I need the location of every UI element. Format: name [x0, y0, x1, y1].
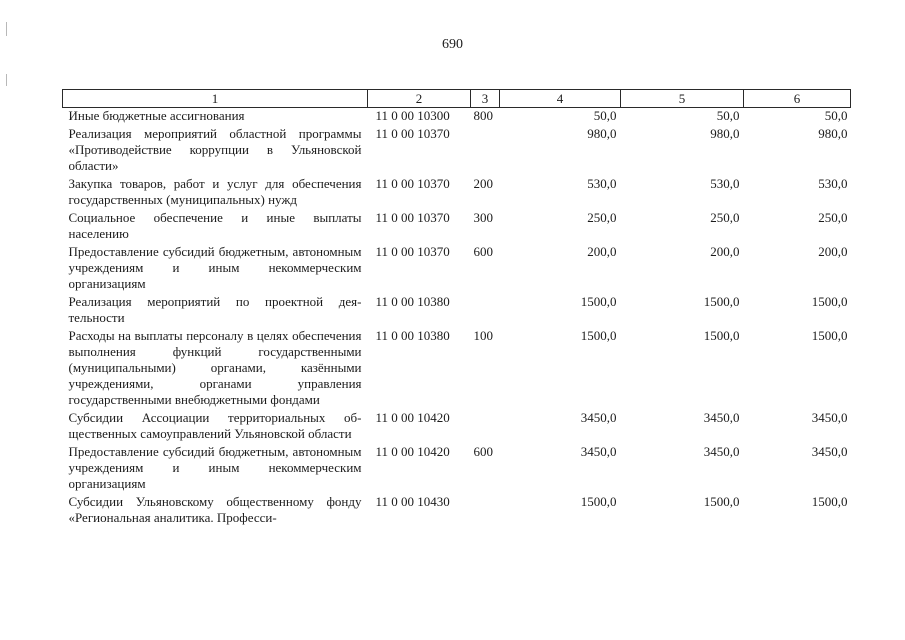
row-name: Субсидии Ульяновскому общественному фонду «Региональная аналитика. Професси-	[68, 494, 362, 525]
table-row	[63, 494, 851, 528]
row-value-4: 1500,0	[580, 328, 617, 343]
row-value-5: 1500,0	[703, 328, 740, 343]
row-value-6: 250,0	[818, 210, 848, 225]
column-header-code: 2	[368, 90, 471, 108]
row-kvr: 600	[473, 444, 493, 459]
row-value-6: 3450,0	[811, 410, 848, 425]
row-kvr	[471, 494, 500, 528]
row-kvr	[471, 410, 500, 444]
column-header-value-6: 6	[744, 90, 851, 108]
row-name: Социальное обеспечение и иные выплаты населению	[68, 210, 362, 241]
row-value-5: 3450,0	[703, 410, 740, 425]
row-value-6: 1500,0	[811, 494, 848, 509]
row-kvr	[471, 294, 500, 328]
row-name: Предоставление субсидий бюджетным, автономным учреждениям и иным некоммерческим организациям	[68, 444, 362, 491]
row-value-6: 3450,0	[811, 444, 848, 459]
row-value-4: 1500,0	[580, 494, 617, 509]
row-code: 11 0 00 10370	[375, 210, 450, 225]
row-value-4: 50,0	[593, 108, 617, 123]
column-header-value-4: 4	[500, 90, 621, 108]
row-kvr: 200	[473, 176, 493, 191]
row-code: 11 0 00 10370	[375, 244, 450, 259]
row-value-4: 980,0	[587, 126, 617, 141]
table-row	[63, 126, 851, 176]
row-value-5: 50,0	[716, 108, 740, 123]
table-row	[63, 410, 851, 444]
row-value-5: 250,0	[710, 210, 740, 225]
row-value-5: 1500,0	[703, 494, 740, 509]
row-value-5: 980,0	[710, 126, 740, 141]
row-code: 11 0 00 10380	[375, 328, 450, 343]
row-value-4: 1500,0	[580, 294, 617, 309]
row-kvr: 300	[473, 210, 493, 225]
row-kvr: 600	[473, 244, 493, 259]
row-name: Закупка товаров, работ и услуг для обеспечения государственных (муниципальных) нужд	[68, 176, 362, 207]
page-number: 690	[442, 37, 463, 52]
row-kvr	[471, 126, 500, 176]
row-code: 11 0 00 10300	[375, 108, 450, 123]
row-value-4: 530,0	[587, 176, 617, 191]
row-name: Реализация мероприятий по проектной деятельности	[68, 294, 362, 325]
row-name: Иные бюджетные ассигнования	[68, 108, 245, 123]
column-header-value-5: 5	[621, 90, 744, 108]
row-value-6: 50,0	[824, 108, 848, 123]
row-code: 11 0 00 10420	[375, 444, 450, 459]
row-code: 11 0 00 10370	[375, 126, 450, 141]
row-code: 11 0 00 10380	[375, 294, 450, 309]
row-kvr: 800	[473, 108, 493, 123]
row-code: 11 0 00 10420	[375, 410, 450, 425]
row-value-5: 530,0	[710, 176, 740, 191]
row-name: Расходы на выплаты персоналу в целях обеспечения выполнения функций государственными (муниципальными) органами, казёнными учреждениями, органами управления государственными внебюджетными фондами	[68, 328, 362, 407]
row-value-4: 200,0	[587, 244, 617, 259]
table-row	[63, 108, 851, 127]
scan-edge-mark	[6, 74, 7, 86]
row-value-6: 980,0	[818, 126, 848, 141]
table-header-row	[63, 90, 851, 108]
row-value-4: 3450,0	[580, 410, 617, 425]
row-code: 11 0 00 10430	[375, 494, 450, 509]
table-row	[63, 444, 851, 494]
table-row	[63, 294, 851, 328]
row-value-5: 200,0	[710, 244, 740, 259]
column-header-name: 1	[63, 90, 368, 108]
budget-allocation-table	[62, 89, 851, 528]
column-header-kvr: 3	[471, 90, 500, 108]
row-name: Реализация мероприятий областной программы «Противодействие коррупции в Ульяновской области»	[68, 126, 362, 173]
row-name: Субсидии Ассоциации территориальных общественных самоуправлений Ульяновской области	[68, 410, 362, 441]
row-name: Предоставление субсидий бюджетным, автономным учреждениям и иным некоммерческим организациям	[68, 244, 362, 291]
table-row	[63, 244, 851, 294]
row-value-4: 3450,0	[580, 444, 617, 459]
row-value-6: 1500,0	[811, 294, 848, 309]
row-value-6: 200,0	[818, 244, 848, 259]
row-value-5: 3450,0	[703, 444, 740, 459]
row-value-5: 1500,0	[703, 294, 740, 309]
row-value-6: 530,0	[818, 176, 848, 191]
row-value-6: 1500,0	[811, 328, 848, 343]
row-value-4: 250,0	[587, 210, 617, 225]
table-row	[63, 210, 851, 244]
row-kvr: 100	[473, 328, 493, 343]
table-row	[63, 328, 851, 410]
row-code: 11 0 00 10370	[375, 176, 450, 191]
table-row	[63, 176, 851, 210]
scan-edge-mark	[6, 22, 7, 36]
